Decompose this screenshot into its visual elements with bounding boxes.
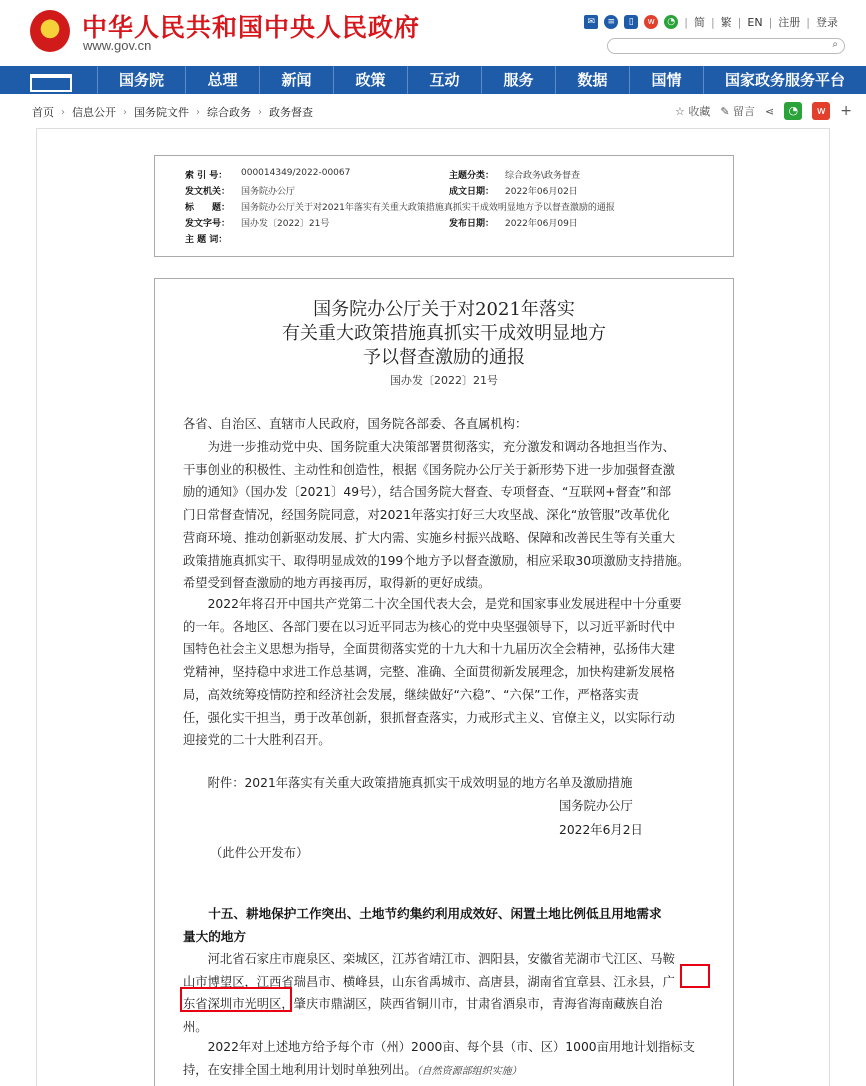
chevron-right-icon: › <box>196 106 200 118</box>
breadcrumb <box>32 104 313 120</box>
nav-item-national-conditions[interactable]: 国情 <box>630 66 704 94</box>
article-title-line-2: 有关重大政策措施真抓实干成效明显地方 <box>282 323 606 344</box>
meta-docno: 国办发〔2022〕21号 <box>241 219 330 229</box>
section-15-note: （自然资源部组织实施） <box>416 1065 522 1077</box>
meta-index: 000014349/2022-00067 <box>241 168 351 178</box>
star-icon: ☆ <box>674 105 685 118</box>
section-15-support: 2022年对上述地方给予每个市（州）2000亩、每个县（市、区）1000亩用地计划指标支 持，在安排全国土地利用计划时单独列出。（自然资源部组织实施） <box>183 1040 695 1077</box>
comment-button[interactable]: ✎ 留言 <box>720 105 756 118</box>
chevron-right-icon: › <box>61 106 65 118</box>
feed-icon[interactable]: ≡ <box>604 15 618 29</box>
link-traditional[interactable]: 繁 <box>720 16 732 29</box>
mobile-icon[interactable]: ▯ <box>624 15 638 29</box>
paragraph-2: 2022年将召开中国共产党第二十次全国代表大会，是党和国家事业发展进程中十分重要 的一年。各地区、各部门要在以习近平同志为核心的党中央坚强领导下，以习近平新时代中 国特色社会主义思想为指导，全面贯彻落实党的十九大和十九届历次全会精神，弘扬伟大建 党精神，坚持稳中求进工作总基调，完整、准确、全面贯彻新发展理念，加快构建新发展格 局，高效统筹疫情防控和经济社会发展，继续做好“六稳”、“六保”工作，严格落实责 任，强化实干担当，勇于改革创新，狠抓督查落实，力戒形式主义、官僚主义，以实际行动 迎接党的二十大胜利召开。 <box>183 597 682 748</box>
signer: 国务院办公厅 <box>559 799 633 813</box>
article-title-line-1: 国务院办公厅关于对2021年落实 <box>313 299 575 320</box>
attachment-line[interactable]: 附件：2021年落实有关重大政策措施真抓实干成效明显的地方名单及激励措施 <box>183 776 633 790</box>
nav-item-policy[interactable]: 政策 <box>334 66 408 94</box>
meta-category: 综合政务\政务督查 <box>505 171 581 181</box>
nav-item-interaction[interactable]: 互动 <box>408 66 482 94</box>
sign-date: 2022年6月2日 <box>559 823 643 837</box>
breadcrumb-documents[interactable]: 国务院文件 <box>134 106 189 119</box>
highlight-box <box>180 987 292 1012</box>
link-simplified[interactable]: 简 <box>693 16 705 29</box>
nav-item-premier[interactable]: 总理 <box>186 66 260 94</box>
favorite-button[interactable]: ☆ 收藏 <box>674 105 711 118</box>
site-url[interactable]: www.gov.cn <box>83 38 152 53</box>
share-icon[interactable]: ⋖ <box>765 104 775 118</box>
public-note: （此件公开发布） <box>210 846 309 860</box>
link-register[interactable]: 注册 <box>778 16 801 29</box>
link-english[interactable]: EN <box>747 15 763 29</box>
site-header <box>0 0 866 66</box>
national-emblem-icon[interactable] <box>30 10 70 52</box>
site-title[interactable]: 中华人民共和国中央人民政府 <box>82 13 421 42</box>
breadcrumb-home[interactable]: 首页 <box>32 106 54 119</box>
weibo-share-icon[interactable]: w <box>812 102 830 120</box>
paragraph-1: 为进一步推动党中央、国务院重大决策部署贯彻落实，充分激发和调动各地担当作为、 干事创业的积极性、主动性和创造性，根据《国务院办公厅关于新形势下进一步加强督查激 励的通知》（国办发〔2021〕49号），结合国务院大督查、专项督查、“互联网+督查”和部 门日常督查情况，经国务院同意，对2021年落实打好三大攻坚战、深化“放管服”改革优化 营商环境、推动创新驱动发展、扩大内需、实施乡村振兴战略、保障和改善民生等有关重大 政策措施真抓实干、取得明显成效的199个地方予以督查激励，相应采取30项激励支持措施。 希望受到督查激励的地方再接再厉，取得新的更好成绩。 <box>183 440 690 591</box>
mail-icon[interactable]: ✉ <box>584 15 598 29</box>
section-15-list: 河北省石家庄市鹿泉区、栾城区，江苏省靖江市、泗阳县，安徽省芜湖市弋江区、马鞍 山市博望区，江西省瑞昌市、横峰县，山东省禹城市、高唐县，湖南省宜章县、江永县，广 东省深圳市光明区，肇庆市鼎湖区，陕西省铜川市，甘肃省酒泉市，青海省海南藏族自治 州。 <box>183 952 675 1035</box>
chevron-right-icon: › <box>123 106 127 118</box>
breadcrumb-info[interactable]: 信息公开 <box>72 106 116 119</box>
nav-item-news[interactable]: 新闻 <box>260 66 334 94</box>
highlight-box <box>680 964 710 988</box>
nav-item-state-council[interactable]: 国务院 <box>98 66 186 94</box>
article-title-line-3: 予以督查激励的通报 <box>363 347 525 368</box>
pen-icon: ✎ <box>720 105 730 118</box>
link-login[interactable]: 登录 <box>816 16 838 29</box>
wechat-icon[interactable]: ◔ <box>664 15 678 29</box>
nav-item-service-platform[interactable]: 国家政务服务平台 <box>724 71 845 89</box>
meta-title: 国务院办公厅关于对2021年落实有关重大政策措施真抓实干成效明显地方予以督查激励的通报 <box>241 203 615 213</box>
meta-published: 2022年06月09日 <box>505 219 578 229</box>
meta-created: 2022年06月02日 <box>505 187 578 197</box>
document-meta: 索 引 号： 000014349/2022-00067 主题分类： 综合政务\政务督查 发文机关： 国务院办公厅 成文日期： 2022年06月02日 标 题： 国务院办公厅关于对2021年落实有关重大政策措施真抓实干成效明显地方予以督查激励的通报 发文字号： 国办发〔2022〕21号 发布日期： 2022年06月09日 主 题 词： <box>154 155 734 257</box>
search-input[interactable] <box>607 38 845 54</box>
salutation: 各省、自治区、直辖市人民政府，国务院各部委、各直属机构： <box>183 417 528 431</box>
top-links: ✉ ≡ ▯ w ◔ | 简 | 繁 | EN | 注册 | 登录 <box>584 14 838 30</box>
article-doc-number: 国办发〔2022〕21号 <box>390 374 498 387</box>
tiananmen-logo-icon[interactable] <box>0 66 98 94</box>
article-tools <box>675 102 852 120</box>
nav-item-services[interactable]: 服务 <box>482 66 556 94</box>
nav-item-data[interactable]: 数据 <box>556 66 630 94</box>
main-nav <box>0 66 866 94</box>
meta-issuer: 国务院办公厅 <box>241 187 296 197</box>
wechat-share-icon[interactable]: ◔ <box>784 102 802 120</box>
plus-icon[interactable]: + <box>840 103 852 119</box>
section-15-heading: 十五、耕地保护工作突出、土地节约集约利用成效好、闲置土地比例低且用地需求 量大的地方 <box>183 906 662 944</box>
breadcrumb-general[interactable]: 综合政务 <box>207 106 251 119</box>
search-icon[interactable]: ⌕ <box>832 39 838 50</box>
weibo-icon[interactable]: w <box>644 15 658 29</box>
breadcrumb-supervision[interactable]: 政务督查 <box>269 106 313 119</box>
chevron-right-icon: › <box>258 106 262 118</box>
